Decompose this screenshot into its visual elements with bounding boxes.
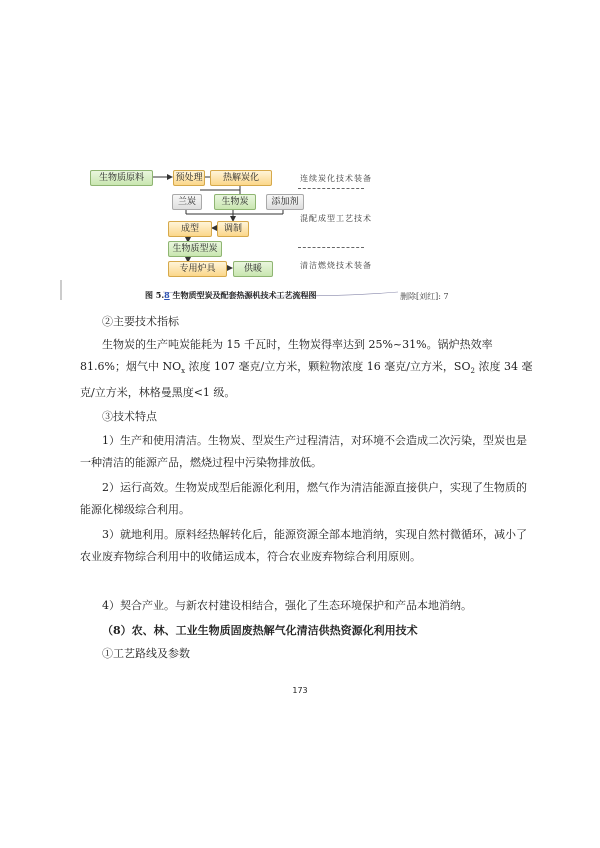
revision-comment[interactable]: 删除[刘红]: 7: [400, 292, 449, 301]
furnace-node: 专用炉具: [168, 261, 227, 277]
side-label-molding: 混配成型工艺技术: [300, 214, 372, 223]
section-8-heading: （8）农、林、工业生物质固废热解气化清洁供热资源化利用技术: [102, 624, 418, 637]
orchid-char-node: 兰炭: [172, 194, 202, 210]
additive-node: 添加剂: [266, 194, 304, 210]
heading-features: ③技术特点: [102, 410, 157, 423]
page-number: 173: [292, 686, 308, 695]
indicators-text-2: 浓度 107 毫克/立方米，颗粒物浓度 16 毫克/立方米，SO: [185, 360, 471, 373]
indicators-paragraph: [80, 334, 535, 404]
feature-industry-fit: 4）契合产业。与新农村建设相结合，强化了生态环境保护和产品本地消纳。: [102, 599, 472, 612]
blending-node: 调制: [217, 221, 249, 237]
heating-node: 供暖: [233, 261, 273, 277]
feature-efficient: 2）运行高效。生物炭成型后能源化利用，燃气作为清洁能源直接供户，实现了生物质的能源化梯级综合利用。: [80, 481, 527, 516]
caption-text: 生物质型炭及配套热源机技术工艺流程图: [169, 290, 317, 300]
divider-1: [298, 188, 364, 189]
diagram-connectors: [0, 0, 600, 300]
biochar-node: 生物炭: [214, 194, 256, 210]
heading-tech-indicators: ②主要技术指标: [102, 315, 179, 328]
figure-caption: [145, 290, 317, 301]
molding-node: 成型: [168, 221, 212, 237]
side-label-carbonization: 连续炭化技术装备: [300, 174, 372, 183]
indicators-text-1: 生物炭的生产吨炭能耗为 15 千瓦时，生物炭得率达到 25%~31%。锅炉热效率 81.6%；烟气中 NO: [80, 338, 493, 373]
feature-clean: 1）生产和使用清洁。生物炭、型炭生产过程清洁，对环境不会造成二次污染，型炭也是一种清洁的能源产品，燃烧过程中污染物排放低。: [80, 434, 527, 469]
heading-process-route: ①工艺路线及参数: [102, 647, 190, 660]
so2-subscript: 2: [470, 367, 475, 376]
briquette-node: 生物质型炭: [168, 241, 222, 257]
raw-material-node: 生物质原料: [90, 170, 153, 186]
caption-number: 8: [164, 290, 170, 300]
feature-local-use: 3）就地利用。原料经热解转化后，能源资源全部本地消纳，实现自然村微循环，减小了农业废弃物综合利用中的收储运成本，符合农业废弃物综合利用原则。: [80, 528, 527, 563]
caption-prefix: 图 5.: [145, 290, 165, 300]
divider-2: [298, 247, 364, 248]
indicators-text-3: 浓度 34 毫克/立方米，林格曼黑度<1 级。: [80, 360, 533, 400]
pyrolysis-node: 热解炭化: [210, 170, 272, 186]
pretreatment-node: 预处理: [173, 170, 205, 186]
nox-subscript: x: [181, 367, 186, 376]
side-label-combustion: 清洁燃烧技术装备: [300, 261, 372, 270]
